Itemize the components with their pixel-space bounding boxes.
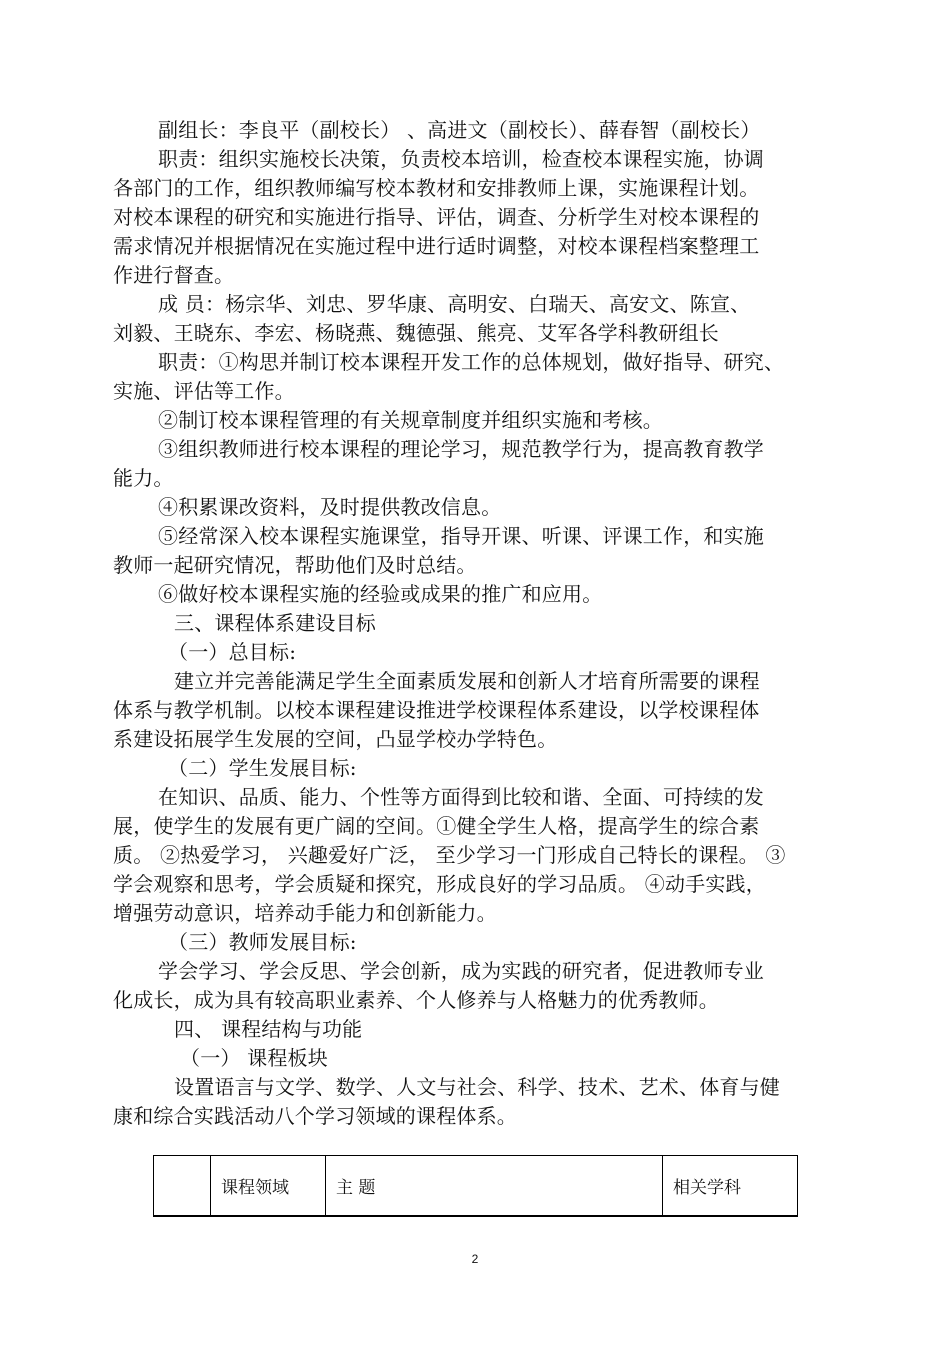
text-line: 需求情况并根据情况在实施过程中进行适时调整，对校本课程档案整理工 [113, 234, 760, 258]
text-line: 系建设拓展学生发展的空间，凸显学校办学特色。 [113, 727, 558, 751]
text-line: 在知识、品质、能力、个性等方面得到比较和谐、全面、可持续的发 [158, 785, 764, 809]
text-line: 实施、评估等工作。 [113, 379, 295, 403]
text-line: 作进行督查。 [113, 263, 235, 287]
text-line: 设置语言与文学、数学、人文与社会、科学、技术、艺术、体育与健 [174, 1075, 780, 1099]
section-heading: 三、课程体系建设目标 [174, 611, 376, 635]
text-line: 职责：组织实施校长决策，负责校本培训，检查校本课程实施，协调 [158, 147, 764, 171]
text-line: ②制订校本课程管理的有关规章制度并组织实施和考核。 [158, 408, 663, 432]
text-line: ⑤经常深入校本课程实施课堂，指导开课、听课、评课工作，和实施 [158, 524, 764, 548]
text-line: 能力。 [113, 466, 174, 490]
text-line: 质。 ②热爱学习， 兴趣爱好广泛， 至少学习一门形成自己特长的课程。 ③ [113, 843, 786, 867]
subsection-heading: （三）教师发展目标: [168, 930, 357, 954]
text-line: ④积累课改资料，及时提供教改信息。 [158, 495, 502, 519]
text-line: 对校本课程的研究和实施进行指导、评估，调查、分析学生对校本课程的 [113, 205, 760, 229]
text-line: ③组织教师进行校本课程的理论学习，规范教学行为，提高教育教学 [158, 437, 764, 461]
table-header-related-subjects: 相关学科 [663, 1156, 798, 1217]
subsection-heading: （二）学生发展目标: [168, 756, 357, 780]
text-line: 成 员：杨宗华、刘忠、罗华康、高明安、白瑞天、高安文、陈宣、 [158, 292, 751, 316]
subsection-heading: （一）总目标: [168, 640, 297, 664]
text-line: 副组长：李良平（副校长） 、高进文（副校长）、薛春智（副校长） [158, 118, 761, 142]
table-header-row [154, 1156, 798, 1217]
text-line: 体系与教学机制。以校本课程建设推进学校课程体系建设，以学校课程体 [113, 698, 760, 722]
text-line: 康和综合实践活动八个学习领域的课程体系。 [113, 1104, 517, 1128]
text-line: 学会观察和思考，学会质疑和探究，形成良好的学习品质。 ④动手实践， [113, 872, 766, 896]
text-line: 职责：①构思并制订校本课程开发工作的总体规划，做好指导、研究、 [158, 350, 785, 374]
table-header-course-domain: 课程领域 [211, 1156, 326, 1217]
text-line: 化成长，成为具有较高职业素养、个人修养与人格魅力的优秀教师。 [113, 988, 719, 1012]
page-number: 2 [471, 1252, 479, 1266]
text-line: 刘毅、王晓东、李宏、杨晓燕、魏德强、熊亮、艾军各学科教研组长 [113, 321, 719, 345]
text-line: 各部门的工作，组织教师编写校本教材和安排教师上课，实施课程计划。 [113, 176, 760, 200]
text-line: 展，使学生的发展有更广阔的空间。①健全学生人格，提高学生的综合素 [113, 814, 760, 838]
section-heading: 四、 课程结构与功能 [174, 1017, 363, 1041]
text-line: 建立并完善能满足学生全面素质发展和创新人才培育所需要的课程 [174, 669, 760, 693]
table-cell-empty [154, 1156, 211, 1217]
text-line: 教师一起研究情况，帮助他们及时总结。 [113, 553, 477, 577]
table-header-theme: 主 题 [326, 1156, 663, 1217]
text-line: 学会学习、学会反思、学会创新，成为实践的研究者，促进教师专业 [158, 959, 764, 983]
text-line: 增强劳动意识，培养动手能力和创新能力。 [113, 901, 497, 925]
subsection-heading: （一） 课程板块 [180, 1046, 328, 1070]
text-line: ⑥做好校本课程实施的经验或成果的推广和应用。 [158, 582, 603, 606]
course-table [153, 1155, 798, 1217]
